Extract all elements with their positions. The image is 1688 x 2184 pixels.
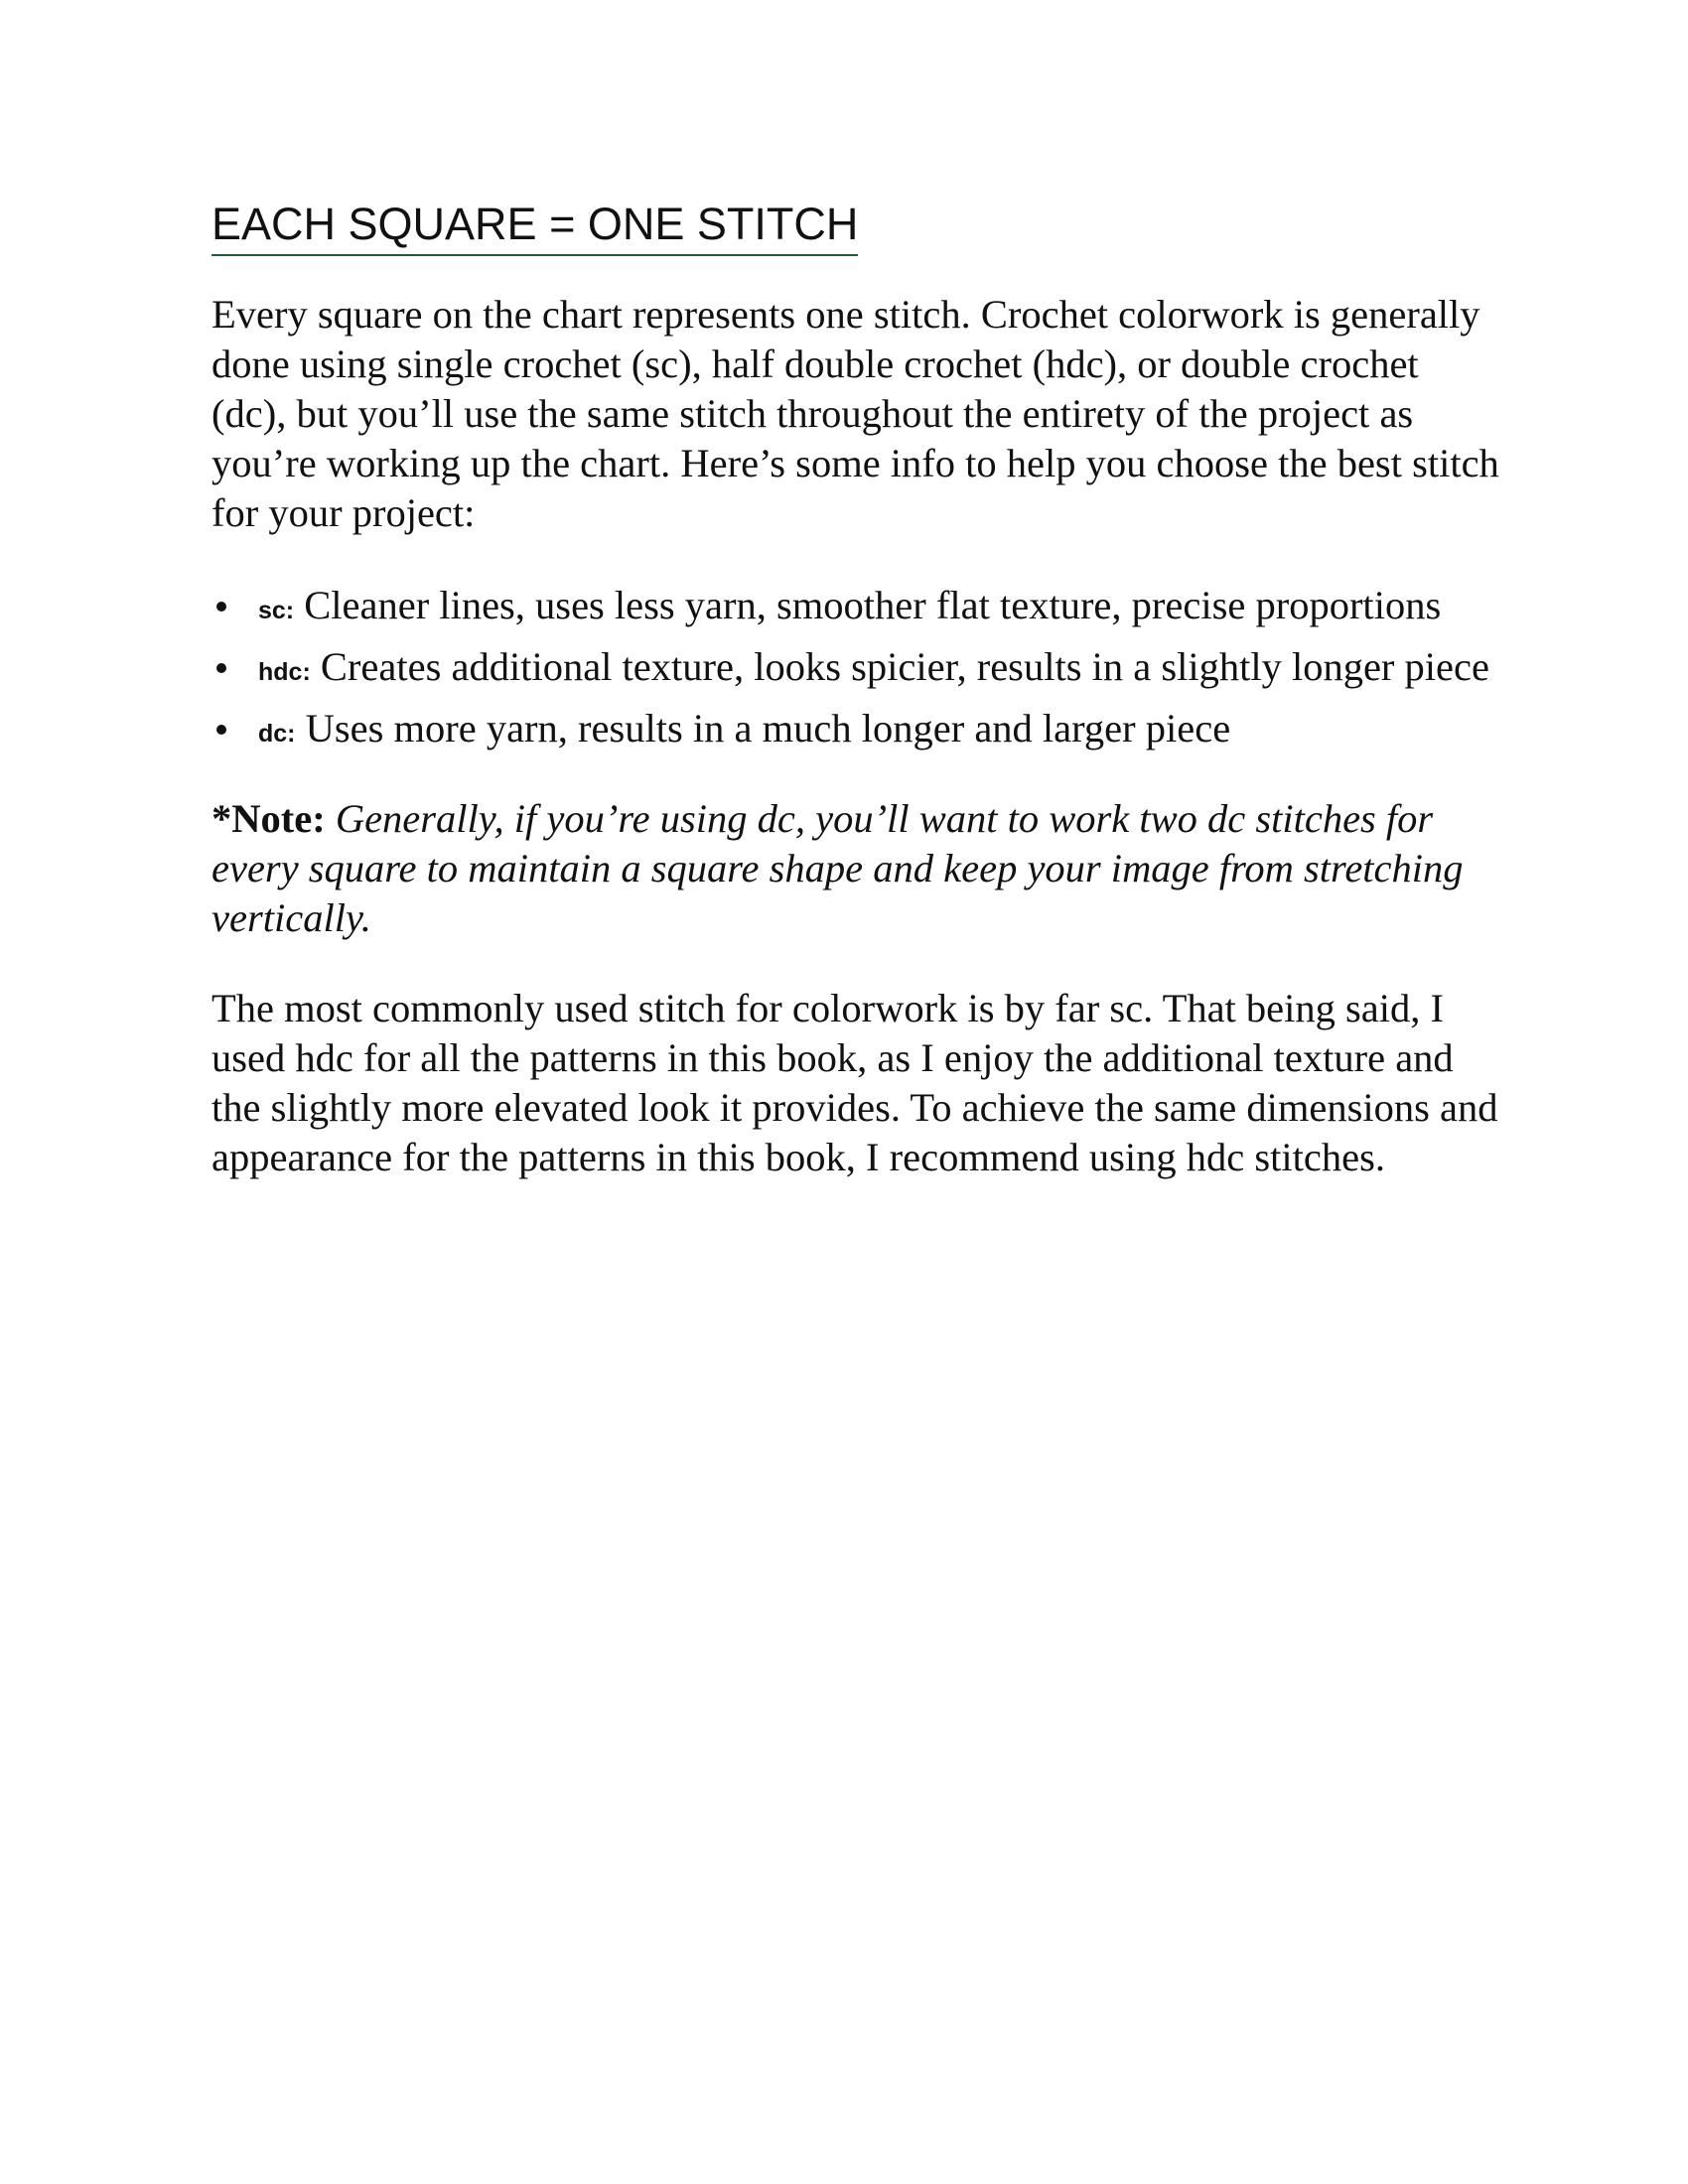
list-item <box>211 704 1502 758</box>
bullet-icon <box>216 663 226 673</box>
note-paragraph <box>211 794 1502 943</box>
stitch-description: Creates additional texture, looks spicier, results in a slightly longer piece <box>320 644 1489 689</box>
list-item <box>211 581 1502 635</box>
stitch-description: Cleaner lines, uses less yarn, smoother flat texture, precise proportions <box>304 583 1442 627</box>
stitch-term: dc: <box>258 720 296 748</box>
stitch-term: hdc: <box>258 658 311 686</box>
bullet-icon <box>216 725 226 735</box>
intro-paragraph: Every square on the chart represents one stitch. Crochet colorwork is generally done using single crochet (sc), half double crochet (hdc), or double crochet (dc), but you’ll use the same stitch throughout the entirety of the project as you’re working up the chart. Here’s some info to help you choose the best stitch for your project: <box>211 292 1499 535</box>
stitch-term: sc: <box>258 597 295 624</box>
note-label: *Note: <box>211 796 326 841</box>
note-text: Generally, if you’re using dc, you’ll want to work two dc stitches for every square to maintain a square shape and keep your image from stretching vertically. <box>211 796 1464 940</box>
page-heading: EACH SQUARE = ONE STITCH <box>211 195 858 256</box>
bullet-icon <box>216 602 226 612</box>
document-page <box>211 195 1502 1182</box>
list-item <box>211 642 1502 697</box>
closing-paragraph: The most commonly used stitch for colorwork is by far sc. That being said, I used hdc for all the patterns in this book, as I enjoy the additional texture and the slightly more elevated look it provides. To achieve the same dimensions and appearance for the patterns in this book, I recommend using hdc stitches. <box>211 986 1498 1179</box>
stitch-description: Uses more yarn, results in a much longer and larger piece <box>305 706 1231 751</box>
stitch-list <box>211 581 1502 758</box>
